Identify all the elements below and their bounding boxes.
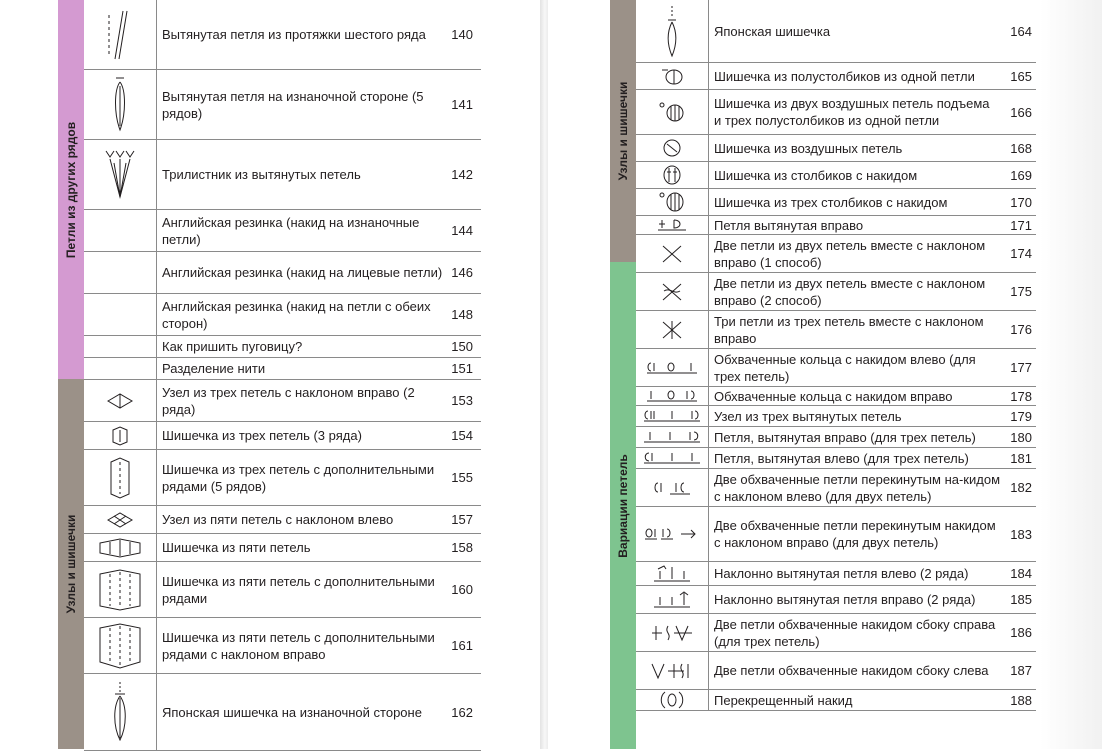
bobble-chain-icon [636,135,708,161]
entry-title: Шишечка из полустолбиков из одной петли [714,68,975,84]
symbol-cell-empty [84,358,156,379]
contents-row [636,690,1036,711]
bobble-three-icon [84,422,156,449]
wrapped-crossed-left-icon [636,469,708,506]
contents-row [636,586,1036,614]
entry-title: Две петли обхваченные накидом сбоку справа (для трех петель) [714,616,996,649]
contents-row [636,273,1036,311]
japanese-bobble-purl-icon [84,674,156,750]
entry-title: Узел из трех петель с наклоном вправо (2 ряда) [162,384,415,417]
entry-page-number: 169 [1010,167,1032,183]
entry-page-number: 182 [1010,480,1032,495]
entry-title: Шишечка из столбиков с накидом [714,167,918,183]
entry-page-number: 168 [1010,140,1032,156]
entry-page-number: 157 [451,512,473,527]
entry-page-number: 158 [451,540,473,555]
contents-row [84,506,481,534]
slanted-right-icon [636,586,708,613]
entry-page-number: 148 [451,307,473,322]
contents-row [84,562,481,618]
entry-page-number: 183 [1010,526,1032,542]
section-bar-knots-and-bobbles [58,379,84,749]
entry-title: Перекрещенный накид [714,692,853,708]
contents-row [636,349,1036,387]
entry-title: Петля, вытянутая влево (для трех петель) [714,450,969,466]
wrapped-side-right-icon [636,614,708,651]
entry-page-number: 185 [1010,592,1032,607]
contents-row [636,162,1036,189]
elongated-left-three-icon [636,448,708,468]
two-together-right-1-icon [636,235,708,272]
entry-title: Японская шишечка на изнаночной стороне [162,704,422,720]
entry-page-number: 142 [451,167,473,182]
entry-page-number: 180 [1010,429,1032,445]
left-page [0,0,540,749]
entry-title: Обхваченные кольца с накидом влево (для трех петель) [714,351,976,384]
entry-page-number: 164 [1010,23,1032,39]
entry-title: Петля, вытянутая вправо (для трех петель) [714,429,976,445]
contents-row [636,135,1036,162]
entry-page-number: 161 [451,638,473,653]
entry-page-number: 176 [1010,322,1032,337]
bobble-three-dc-icon [636,189,708,215]
entry-title: Три петли из трех петель вместе с наклоном вправо [714,313,984,346]
entry-title: Английская резинка (накид на лицевые петли) [162,265,443,280]
contents-row [636,189,1036,216]
contents-row [84,252,481,294]
entry-title: Вытянутая петля на изнаночной стороне (5 рядов) [162,88,424,121]
two-together-right-2-icon [636,273,708,310]
entry-page-number: 170 [1010,194,1032,210]
entry-page-number: 184 [1010,566,1032,581]
contents-row [84,534,481,562]
elongated-right-icon [636,216,708,234]
entry-page-number: 171 [1010,217,1032,233]
knot-three-elongated-icon [636,406,708,426]
entry-title: Петля вытянутая вправо [714,217,864,233]
entry-page-number: 146 [451,265,473,280]
contents-row [636,387,1036,406]
entry-title: Вытянутая петля из протяжки шестого ряда [162,27,426,42]
entry-page-number: 165 [1010,68,1032,84]
entry-page-number: 166 [1010,104,1032,120]
entry-title: Обхваченные кольца с накидом вправо [714,388,953,404]
entry-page-number: 186 [1010,625,1032,640]
entry-title: Японская шишечка [714,23,831,39]
entry-page-number: 175 [1010,284,1032,299]
contents-row [84,380,481,422]
contents-row [636,448,1036,469]
entry-page-number: 162 [451,704,473,720]
entry-page-number: 153 [451,393,473,408]
entry-page-number: 144 [451,223,473,238]
entry-page-number: 174 [1010,246,1032,261]
entry-page-number: 177 [1010,360,1032,375]
entry-title: Шишечка из трех петель (3 ряда) [162,428,362,443]
wrapped-rings-right-icon [636,387,708,405]
elongated-loop-icon [84,0,156,69]
contents-row [636,63,1036,90]
wrapped-rings-left-icon [636,349,708,386]
symbol-cell-empty [84,294,156,335]
book-gutter [540,0,548,749]
contents-row [636,652,1036,690]
entry-title: Шишечка из двух воздушных петель подъема и трех полустолбиков из одной петли [714,96,990,128]
entry-title: Узел из пяти петель с наклоном влево [162,512,394,527]
bobble-five-icon [84,534,156,561]
symbol-cell-empty [84,336,156,357]
knot-three-right-icon [84,380,156,421]
entry-title: Две петли из двух петель вместе с наклоном вправо (2 способ) [714,275,986,308]
symbol-cell-empty [84,210,156,251]
bobble-three-extra-icon [84,450,156,505]
contents-row [636,406,1036,427]
entry-title: Шишечка из пяти петель [162,540,311,555]
entry-page-number: 188 [1010,692,1032,708]
wrapped-crossed-right-icon [636,507,708,561]
contents-row [636,469,1036,507]
page-edge-shade [1040,0,1102,749]
contents-row [636,562,1036,586]
bobble-five-extra-icon [84,562,156,617]
contents-row [84,422,481,450]
contents-table-right [636,0,1036,711]
entry-title: Две обхваченные петли перекинутым накидом с наклоном вправо (для двух петель) [714,518,996,550]
contents-row [636,311,1036,349]
elongated-right-three-icon [636,427,708,447]
entry-title: Шишечка из пяти петель с дополнительными рядами [162,573,435,606]
entry-title: Английская резинка (накид на изнаночные петли) [162,214,420,247]
entry-title: Две обхваченные петли перекинутым на-кидом с наклоном влево (для двух петель) [714,471,1001,504]
contents-row [84,70,481,140]
entry-title: Две петли из двух петель вместе с наклоном вправо (1 способ) [714,237,986,270]
symbol-cell-empty [84,252,156,293]
contents-row [84,336,481,358]
section-label: Узлы и шишечки [616,81,630,181]
contents-row [636,90,1036,135]
contents-row [636,507,1036,562]
entry-page-number: 181 [1010,450,1032,466]
contents-row [636,235,1036,273]
entry-page-number: 155 [451,470,473,485]
entry-page-number: 178 [1010,388,1032,404]
trefoil-icon [84,140,156,209]
entry-title: Как пришить пуговицу? [162,339,303,354]
entry-title: Английская резинка (накид на петли с обеих сторон) [162,298,431,331]
bobble-chain-hdc-icon [636,90,708,134]
contents-table-left [84,0,481,751]
contents-row [636,427,1036,448]
section-label: Петли из других рядов [64,121,78,258]
contents-row [84,358,481,380]
section-label: Вариации петель [616,453,630,558]
contents-row [84,450,481,506]
entry-page-number: 187 [1010,663,1032,678]
section-bar-stitch-variations [610,262,636,749]
three-together-icon [636,311,708,348]
entry-page-number: 140 [451,27,473,42]
contents-row [84,140,481,210]
contents-row [636,216,1036,235]
japanese-bobble-icon [636,0,708,62]
column-divider [156,0,157,751]
section-label: Узлы и шишечки [64,514,78,614]
entry-title: Две петли обхваченные накидом сбоку слева [714,663,989,678]
contents-row [636,614,1036,652]
entry-title: Шишечка из пяти петель с дополнительными рядами с наклоном вправо [162,629,435,662]
contents-row [84,674,481,751]
entry-page-number: 150 [451,339,473,354]
entry-title: Узел из трех вытянутых петель [714,408,902,424]
entry-page-number: 151 [451,361,473,376]
contents-row [84,618,481,674]
elongated-loop-purl-icon [84,70,156,139]
wrapped-side-left-icon [636,652,708,689]
bobble-dc-icon [636,162,708,188]
entry-title: Шишечка из воздушных петель [714,140,903,156]
entry-title: Шишечка из трех столбиков с накидом [714,194,948,210]
entry-page-number: 141 [451,97,473,112]
section-bar-knots-and-bobbles [610,0,636,262]
contents-row [84,294,481,336]
entry-title: Шишечка из трех петель с дополнительными рядами (5 рядов) [162,461,435,494]
entry-page-number: 154 [451,428,473,443]
section-bar-loops-from-other-rows [58,0,84,379]
entry-title: Трилистник из вытянутых петель [162,167,361,182]
slanted-left-icon [636,562,708,585]
entry-title: Наклонно вытянутая петля вправо (2 ряда) [714,592,976,607]
contents-row [636,0,1036,63]
knot-five-left-icon [84,506,156,533]
contents-row [84,210,481,252]
crossed-yarnover-icon [636,690,708,710]
bobble-five-extra-right-icon [84,618,156,673]
entry-page-number: 160 [451,582,473,597]
entry-title: Разделение нити [162,361,266,376]
bobble-hdc-one-icon [636,63,708,89]
column-divider [708,0,709,711]
entry-page-number: 179 [1010,408,1032,424]
entry-title: Наклонно вытянутая петля влево (2 ряда) [714,566,969,581]
contents-row [84,0,481,70]
